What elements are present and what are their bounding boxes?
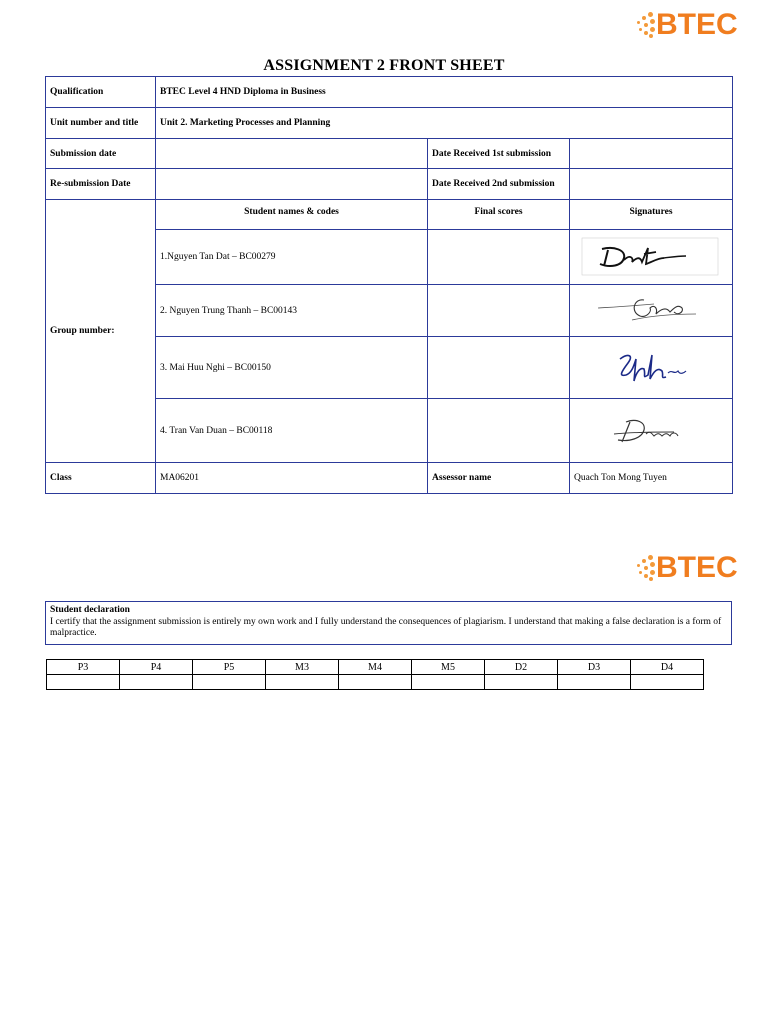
grade-cell bbox=[339, 675, 412, 690]
student-signature bbox=[570, 399, 733, 463]
grades-value-row bbox=[47, 675, 704, 690]
date-received-1-value bbox=[570, 139, 733, 169]
grade-header: M3 bbox=[266, 660, 339, 675]
logo-text: BTEC bbox=[656, 551, 738, 584]
student-score bbox=[428, 399, 570, 463]
class-label: Class bbox=[46, 463, 156, 494]
signature-nghi-image bbox=[574, 345, 724, 391]
qualification-value: BTEC Level 4 HND Diploma in Business bbox=[156, 77, 733, 108]
unit-label: Unit number and title bbox=[46, 108, 156, 139]
grade-cell bbox=[266, 675, 339, 690]
logo-dots-icon bbox=[636, 12, 656, 38]
student-signature bbox=[570, 230, 733, 285]
declaration-text: I certify that the assignment submission is entirely my own work and I fully understand the consequences of plagiarism. I understand that making a false declaration is a form of malpractice. bbox=[50, 616, 722, 638]
qualification-row bbox=[46, 77, 733, 108]
grades-header-row bbox=[47, 660, 704, 675]
declaration-heading: Student declaration bbox=[50, 605, 130, 615]
page-title: ASSIGNMENT 2 FRONT SHEET bbox=[263, 57, 505, 74]
student-signature bbox=[570, 285, 733, 337]
grade-cell bbox=[631, 675, 704, 690]
grade-header: P4 bbox=[120, 660, 193, 675]
grade-header: M5 bbox=[412, 660, 485, 675]
student-name: 4. Tran Van Duan – BC00118 bbox=[156, 399, 428, 463]
submission-date-label: Submission date bbox=[46, 139, 156, 169]
group-number-label: Group number: bbox=[46, 200, 156, 463]
resubmission-date-value bbox=[156, 169, 428, 200]
student-score bbox=[428, 337, 570, 399]
signature-dat-image bbox=[574, 236, 724, 278]
student-name: 2. Nguyen Trung Thanh – BC00143 bbox=[156, 285, 428, 337]
logo-text: BTEC bbox=[656, 8, 738, 41]
front-sheet-table bbox=[45, 76, 733, 494]
student-name: 1.Nguyen Tan Dat – BC00279 bbox=[156, 230, 428, 285]
submission-row bbox=[46, 139, 733, 169]
resubmission-date-label: Re-submission Date bbox=[46, 169, 156, 200]
grade-cell bbox=[193, 675, 266, 690]
btec-logo bbox=[636, 10, 738, 40]
student-score bbox=[428, 285, 570, 337]
btec-logo-second bbox=[636, 553, 738, 583]
unit-row bbox=[46, 108, 733, 139]
date-received-2-label: Date Received 2nd submission bbox=[428, 169, 570, 200]
grade-header: D3 bbox=[558, 660, 631, 675]
grade-cell bbox=[120, 675, 193, 690]
signatures-column-header: Signatures bbox=[570, 200, 733, 230]
submission-date-value bbox=[156, 139, 428, 169]
date-received-2-value bbox=[570, 169, 733, 200]
grade-cell bbox=[47, 675, 120, 690]
grade-cell bbox=[412, 675, 485, 690]
student-name: 3. Mai Huu Nghi – BC00150 bbox=[156, 337, 428, 399]
students-column-header: Student names & codes bbox=[156, 200, 428, 230]
grade-header: P3 bbox=[47, 660, 120, 675]
qualification-label: Qualification bbox=[46, 77, 156, 108]
signature-duan-image bbox=[574, 410, 724, 452]
class-value: MA06201 bbox=[156, 463, 428, 494]
student-score bbox=[428, 230, 570, 285]
student-declaration-box bbox=[45, 601, 732, 645]
logo-dots-icon bbox=[636, 555, 656, 581]
grade-header: D4 bbox=[631, 660, 704, 675]
group-header-row bbox=[46, 200, 733, 230]
student-signature bbox=[570, 337, 733, 399]
signature-thanh-image bbox=[574, 290, 724, 332]
grades-table bbox=[46, 659, 704, 690]
date-received-1-label: Date Received 1st submission bbox=[428, 139, 570, 169]
grade-cell bbox=[485, 675, 558, 690]
grade-header: P5 bbox=[193, 660, 266, 675]
scores-column-header: Final scores bbox=[428, 200, 570, 230]
unit-value: Unit 2. Marketing Processes and Planning bbox=[156, 108, 733, 139]
grade-header: D2 bbox=[485, 660, 558, 675]
resubmission-row bbox=[46, 169, 733, 200]
grade-cell bbox=[558, 675, 631, 690]
assessor-value: Quach Ton Mong Tuyen bbox=[570, 463, 733, 494]
grade-header: M4 bbox=[339, 660, 412, 675]
class-row bbox=[46, 463, 733, 494]
assessor-label: Assessor name bbox=[428, 463, 570, 494]
